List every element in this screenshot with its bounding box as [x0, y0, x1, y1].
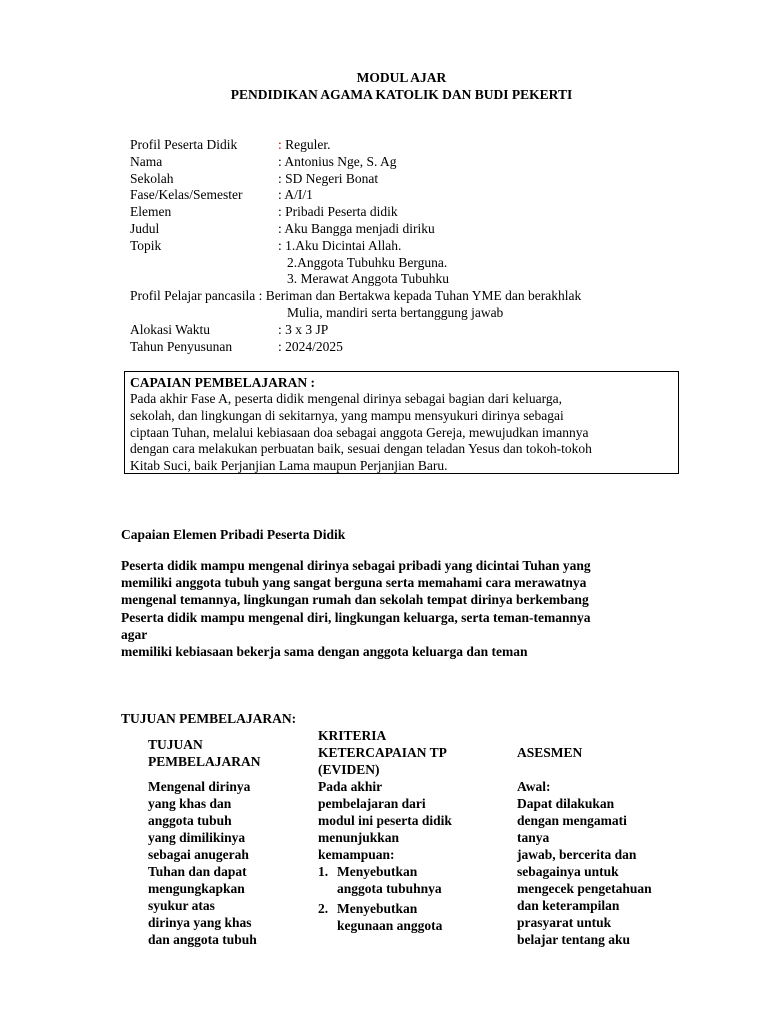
- profile-label: Judul: [130, 220, 160, 236]
- cell-line: kemampuan:: [318, 847, 395, 862]
- profile-colon: :: [278, 187, 282, 203]
- profile-value: [278, 187, 690, 204]
- table-header-asesmen: [517, 744, 687, 761]
- profile-label: Nama: [130, 153, 163, 169]
- topik-item: 3. Merawat Anggota Tubuhku: [287, 271, 449, 287]
- profile-label: Profil Pelajar pancasila: [130, 288, 256, 304]
- capaian-line: ciptaan Tuhan, melalui kebiasaan doa sebagai anggota Gereja, mewujudkan imannya: [130, 424, 589, 440]
- capaian-line: sekolah, dan lingkungan di sekitarnya, yang mampu mensyukuri dirinya sebagai: [130, 407, 564, 423]
- profile-value-text: Pribadi Peserta didik: [281, 204, 398, 220]
- cell-line: belajar tentang aku: [517, 932, 631, 947]
- capaian-title: CAPAIAN PEMBELAJARAN :: [130, 375, 315, 390]
- profile-value-text: A/I/1: [281, 187, 313, 203]
- profile-value: [278, 339, 690, 356]
- tujuan-title: TUJUAN PEMBELAJARAN:: [121, 711, 297, 726]
- header-line: (EVIDEN): [318, 762, 380, 777]
- profile-value: Mulia, mandiri serta bertanggung jawab: [287, 304, 504, 320]
- header-line: KRITERIA: [318, 728, 387, 743]
- profile-colon: :: [278, 220, 282, 236]
- capaian-elemen-line: mengenal temannya, lingkungan rumah dan sekolah tempat dirinya berkembang: [121, 592, 589, 608]
- cell-line: Mengenal dirinya: [148, 779, 251, 794]
- item-text: kegunaan anggota: [337, 918, 443, 933]
- profile-value: [278, 322, 690, 339]
- table-cell-kriteria: [318, 778, 498, 934]
- profile-row: [130, 339, 690, 356]
- profile-value-text: Reguler.: [281, 137, 331, 152]
- capaian-elemen-line: Peserta didik mampu mengenal dirinya sebagai pribadi yang dicintai Tuhan yang: [121, 558, 591, 573]
- cell-line: Dapat dilakukan: [517, 796, 615, 811]
- cell-line: dirinya yang khas: [148, 915, 252, 930]
- profile-row: [130, 305, 690, 322]
- cell-line: jawab, bercerita dan: [517, 847, 637, 862]
- profile-colon: :: [278, 321, 282, 337]
- topik-item: 2.Anggota Tubuhku Berguna.: [287, 254, 448, 270]
- profile-row: [130, 204, 690, 221]
- header-line: KETERCAPAIAN TP: [318, 745, 447, 760]
- cell-line: pembelajaran dari: [318, 796, 426, 811]
- capaian-elemen-body: [121, 557, 671, 660]
- profile-value-text: 3 x 3 JP: [281, 321, 329, 337]
- profile-value-text: Aku Bangga menjadi diriku: [281, 220, 435, 236]
- profile-row: [130, 255, 690, 272]
- capaian-line: Pada akhir Fase A, peserta didik mengenal dirinya sebagai bagian dari keluarga,: [130, 391, 562, 406]
- profile-colon: :: [278, 237, 282, 253]
- cell-line: yang dimilikinya: [148, 830, 246, 845]
- cell-line: dengan mengamati: [517, 813, 627, 828]
- header-line: TUJUAN: [148, 737, 203, 752]
- profile-row: [130, 221, 690, 238]
- item-text: anggota tubuhnya: [337, 881, 442, 896]
- profile-row: [130, 322, 690, 339]
- profile-label: Tahun Penyusunan: [130, 338, 233, 354]
- profile-value: [278, 221, 690, 238]
- cell-line: sebagai anugerah: [148, 847, 249, 862]
- table-header-tujuan: [148, 736, 298, 770]
- profile-row: [130, 137, 690, 154]
- cell-line: mengecek pengetahuan: [517, 881, 652, 896]
- cell-line: mengungkapkan: [148, 881, 245, 896]
- capaian-elemen-line: agar: [121, 626, 148, 642]
- numbered-item: [318, 900, 498, 917]
- capaian-elemen-line: memiliki anggota tubuh yang sangat berguna serta memahami cara merawatnya: [121, 575, 587, 591]
- profile-label: Sekolah: [130, 170, 174, 186]
- item-text: Menyebutkan: [337, 901, 418, 916]
- profile-label: Profil Peserta Didik: [130, 137, 238, 152]
- capaian-elemen-title: Capaian Elemen Pribadi Peserta Didik: [121, 527, 346, 542]
- capaian-elemen-line: Peserta didik mampu mengenal diri, lingkungan keluarga, serta teman-temannya: [121, 609, 591, 625]
- profile-colon: :: [278, 137, 282, 152]
- profile-value: [278, 204, 690, 221]
- profile-section: [130, 137, 690, 355]
- cell-line: Tuhan dan dapat: [148, 864, 247, 879]
- numbered-item: [318, 863, 498, 880]
- capaian-line: Kitab Suci, baik Perjanjian Lama maupun Perjanjian Baru.: [130, 458, 448, 474]
- profile-row: [130, 187, 690, 204]
- item-text: Menyebutkan: [337, 864, 418, 879]
- cell-line: dan anggota tubuh: [148, 932, 257, 947]
- cell-line: prasyarat untuk: [517, 915, 612, 930]
- profile-value-text: 2024/2025: [281, 338, 343, 354]
- profile-label: Elemen: [130, 204, 172, 220]
- table-cell-tujuan: [148, 778, 298, 948]
- profile-colon: :: [278, 153, 282, 169]
- profile-row: [130, 271, 690, 288]
- cell-line: Pada akhir: [318, 779, 383, 794]
- capaian-elemen-line: memiliki kebiasaan bekerja sama dengan anggota keluarga dan teman: [121, 644, 528, 660]
- profile-colon: :: [278, 204, 282, 220]
- profile-value: [278, 171, 690, 188]
- table-header-kriteria: [318, 727, 498, 778]
- cell-line: modul ini peserta didik: [318, 813, 452, 828]
- profile-row: [130, 238, 690, 255]
- cell-line: tanya: [517, 830, 550, 845]
- cell-line: syukur atas: [148, 898, 215, 913]
- profile-label: Topik: [130, 237, 162, 253]
- profile-row: [130, 171, 690, 188]
- profile-value-text: 1.Aku Dicintai Allah.: [281, 237, 402, 253]
- profile-value-text: SD Negeri Bonat: [281, 170, 379, 186]
- profile-value-text: Antonius Nge, S. Ag: [281, 153, 397, 169]
- header-line: ASESMEN: [517, 745, 583, 760]
- profile-value: [278, 238, 690, 255]
- table-cell-asesmen: [517, 778, 687, 948]
- profile-value: [278, 154, 690, 171]
- profile-row: [130, 154, 690, 171]
- capaian-pembelajaran-box: [124, 371, 679, 474]
- header-line: PEMBELAJARAN: [148, 754, 261, 769]
- cell-line: dan keterampilan: [517, 898, 620, 913]
- profile-label: Alokasi Waktu: [130, 321, 211, 337]
- cell-line: sebagainya untuk: [517, 864, 619, 879]
- item-number: 2.: [318, 901, 329, 916]
- profile-value: : Beriman dan Bertakwa kepada Tuhan YME dan berakhlak: [258, 288, 582, 304]
- profile-colon: :: [278, 338, 282, 354]
- profile-colon: :: [278, 170, 282, 186]
- profile-label: Fase/Kelas/Semester: [130, 187, 243, 203]
- cell-line: menunjukkan: [318, 830, 400, 845]
- item-number: 1.: [318, 864, 329, 879]
- doc-title: MODUL AJAR: [356, 70, 447, 85]
- cell-line: anggota tubuh: [148, 813, 232, 828]
- cell-line: Awal:: [517, 779, 551, 794]
- doc-subtitle: PENDIDIKAN AGAMA KATOLIK DAN BUDI PEKERTI: [230, 87, 573, 102]
- profile-value: [278, 137, 690, 154]
- cell-line: yang khas dan: [148, 796, 232, 811]
- profile-row: [130, 288, 690, 305]
- capaian-line: dengan cara melakukan perbuatan baik, sesuai dengan teladan Yesus dan tokoh-tokoh: [130, 441, 592, 457]
